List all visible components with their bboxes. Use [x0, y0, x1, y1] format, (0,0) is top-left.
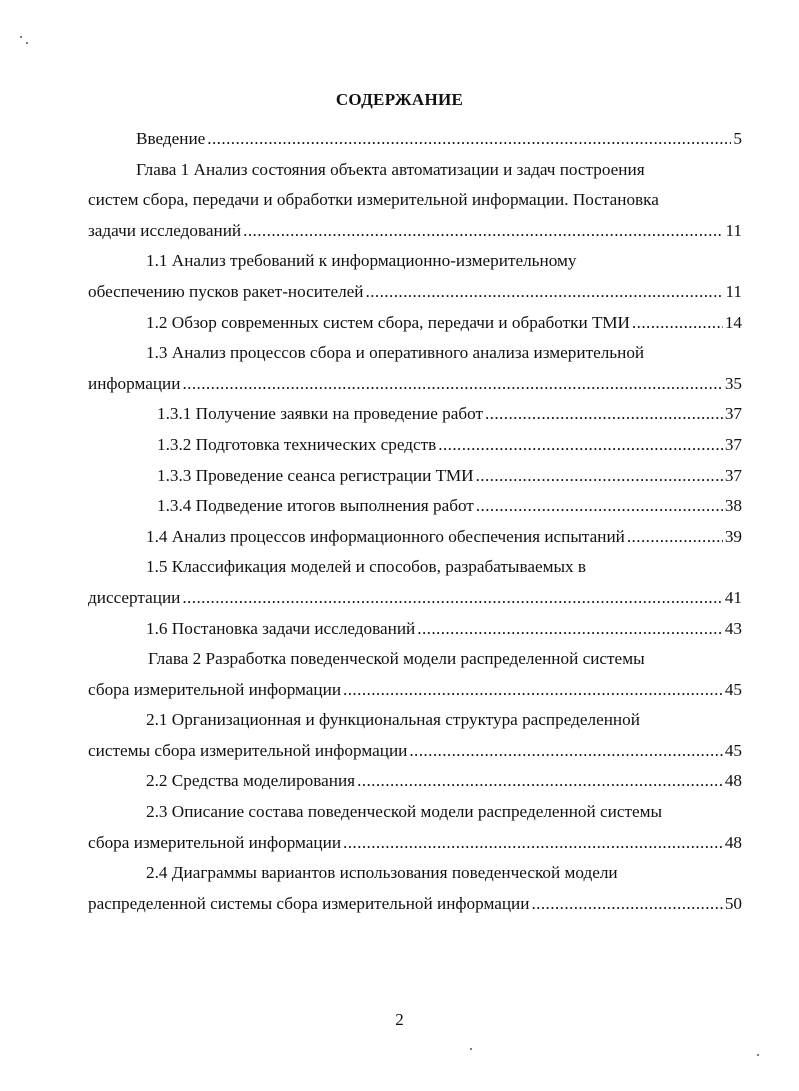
dot-leader — [476, 461, 723, 492]
toc-page-number: 48 — [724, 771, 742, 791]
dot-leader — [207, 124, 731, 155]
dot-leader — [485, 399, 723, 430]
dot-leader — [243, 216, 723, 247]
dot-leader — [357, 766, 723, 797]
toc-entry-chapter-1[interactable] — [88, 216, 742, 247]
toc-page-number: 48 — [724, 832, 742, 852]
toc-entry-1-3-1[interactable] — [88, 399, 742, 430]
toc-page-number: 5 — [733, 129, 742, 148]
toc-page-number: 45 — [724, 679, 742, 699]
toc-page-number: 11 — [725, 220, 742, 240]
dot-leader — [182, 369, 722, 400]
toc-page-number: 39 — [724, 526, 742, 546]
toc-page-number: 37 — [724, 434, 742, 454]
toc-entry-text: 1.3.4 Подведение итогов выполнения работ — [157, 496, 474, 516]
toc-entry-1-3-3[interactable] — [88, 461, 742, 492]
table-of-contents — [88, 124, 742, 919]
scan-speck — [757, 1054, 759, 1056]
toc-entry-introduction[interactable] — [88, 124, 742, 155]
toc-entry-2-1[interactable] — [88, 736, 742, 767]
toc-entry-2-3[interactable] — [88, 828, 742, 859]
toc-entry-text: диссертации — [88, 587, 181, 607]
toc-entry-text: задачи исследований — [88, 220, 242, 240]
dot-leader — [632, 308, 723, 339]
toc-entry-line: 1.1 Анализ требований к информационно-измерительному — [146, 251, 577, 271]
dot-leader — [438, 430, 723, 461]
toc-entry-line: 2.3 Описание состава поведенческой модели распределенной системы — [146, 802, 663, 822]
toc-entry-line: 1.5 Классификация моделей и способов, разрабатываемых в — [146, 557, 587, 577]
toc-entry-line: систем сбора, передачи и обработки измерительной информации. Постановка — [88, 190, 659, 210]
toc-entry-text: 2.2 Средства моделирования — [146, 771, 356, 791]
toc-entry-1-3[interactable] — [88, 369, 742, 400]
scan-speck — [20, 36, 22, 38]
toc-entry-text: 1.2 Обзор современных систем сбора, передачи и обработки ТМИ — [146, 312, 630, 332]
toc-entry-text: сбора измерительной информации — [88, 832, 342, 852]
toc-entry-text: 1.4 Анализ процессов информационного обеспечения испытаний — [146, 526, 625, 546]
dot-leader — [409, 736, 722, 767]
toc-page-number: 37 — [724, 465, 742, 485]
toc-entry-text: 1.3.1 Получение заявки на проведение работ — [157, 404, 483, 424]
toc-entry-line: Глава 1 Анализ состояния объекта автоматизации и задач построения — [136, 159, 645, 179]
toc-entry-text: Введение — [136, 129, 206, 148]
toc-page-number: 38 — [724, 496, 742, 516]
toc-entry-text: информации — [88, 373, 181, 393]
toc-page-number: 50 — [724, 893, 742, 913]
toc-page-number: 14 — [724, 312, 742, 332]
toc-page-number: 43 — [724, 618, 742, 638]
toc-page-number: 45 — [724, 740, 742, 760]
toc-entry-text: распределенной системы сбора измерительной информации — [88, 893, 530, 913]
toc-entry-line: 2.4 Диаграммы вариантов использования поведенческой модели — [146, 863, 618, 883]
toc-entry-1-1[interactable] — [88, 277, 742, 308]
toc-page-number: 37 — [724, 404, 742, 424]
toc-entry-text: обеспечению пусков ракет-носителей — [88, 281, 364, 301]
dot-leader — [343, 675, 723, 706]
dot-leader — [476, 491, 723, 522]
toc-entry-text: 1.3.3 Проведение сеанса регистрации ТМИ — [157, 465, 474, 485]
toc-entry-text: 1.3.2 Подготовка технических средств — [157, 434, 437, 454]
toc-title: СОДЕРЖАНИЕ — [335, 90, 464, 109]
toc-entry-1-6[interactable] — [88, 614, 742, 645]
toc-page-number: 35 — [724, 373, 742, 393]
toc-page-number: 41 — [724, 587, 742, 607]
toc-entry-2-2[interactable] — [88, 766, 742, 797]
toc-entry-line: Глава 2 Разработка поведенческой модели распределенной системы — [148, 649, 645, 669]
toc-entry-1-3-4[interactable] — [88, 491, 742, 522]
dot-leader — [417, 614, 723, 645]
toc-entry-text: системы сбора измерительной информации — [88, 740, 408, 760]
dot-leader — [366, 277, 724, 308]
toc-entry-2-4[interactable] — [88, 889, 742, 920]
toc-entry-line: 2.1 Организационная и функциональная структура распределенной — [146, 710, 640, 730]
dot-leader — [343, 828, 723, 859]
toc-entry-1-3-2[interactable] — [88, 430, 742, 461]
toc-entry-chapter-2[interactable] — [88, 675, 742, 706]
toc-entry-line: 1.3 Анализ процессов сбора и оперативного анализа измерительной — [146, 343, 645, 363]
toc-page-number: 11 — [725, 281, 742, 301]
toc-entry-text: сбора измерительной информации — [88, 679, 342, 699]
toc-entry-1-4[interactable] — [88, 522, 742, 553]
toc-entry-text: 1.6 Постановка задачи исследований — [146, 618, 416, 638]
dot-leader — [182, 583, 722, 614]
dot-leader — [531, 889, 722, 920]
dot-leader — [627, 522, 723, 553]
toc-entry-1-2[interactable] — [88, 308, 742, 339]
scan-speck — [26, 42, 28, 44]
scan-speck — [470, 1048, 472, 1050]
page-number: 2 — [395, 1010, 404, 1029]
toc-entry-1-5[interactable] — [88, 583, 742, 614]
